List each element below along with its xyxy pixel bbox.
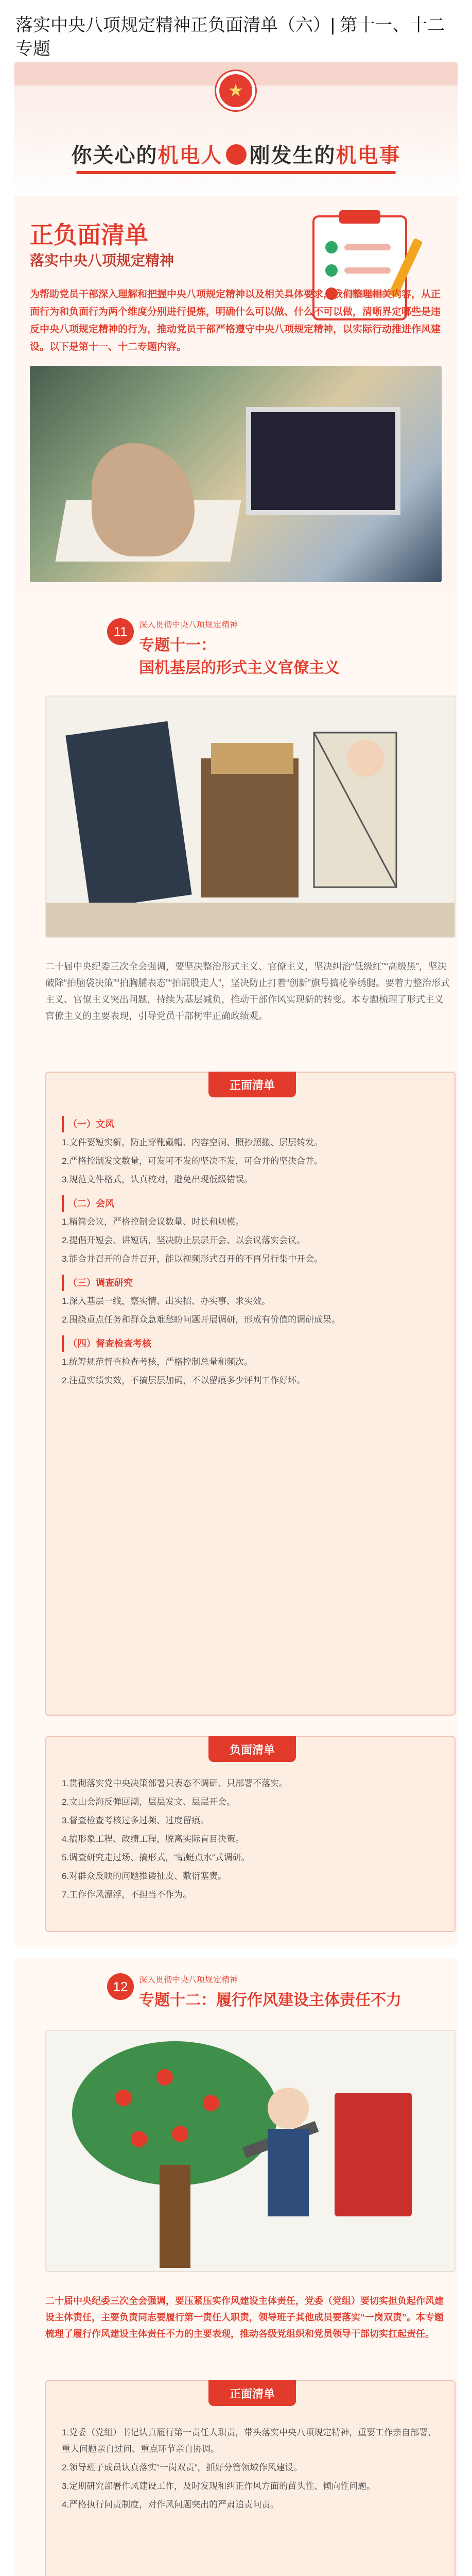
- star-icon: ★: [228, 81, 244, 100]
- topic-11-heading: [107, 618, 340, 676]
- positive-list-body: [62, 2422, 439, 2513]
- topic-11-section: [14, 598, 458, 1947]
- list-item: 1.贯彻落实党中央决策部署只表态不调研、只部署不落实。: [62, 1778, 288, 1788]
- topic-kicker: 深入贯彻中央八项规定精神: [139, 1976, 238, 1985]
- positive-list-tab: 正面清单: [208, 2380, 296, 2406]
- header-banner: [14, 62, 458, 196]
- topic-12-intro: [45, 2293, 452, 2342]
- list-item: 2.严格控制发文数量，可发可不发的坚决不发，可合并的坚决合并。: [62, 1156, 323, 1166]
- topic-number-badge: 11: [107, 618, 134, 645]
- positive-list-tab: 正面清单: [208, 1072, 296, 1097]
- topic-11-cartoon: [45, 696, 456, 938]
- negative-list-body: [62, 1773, 439, 1903]
- list-item: 2.围绕重点任务和群众急难愁盼问题开展调研，形成有价值的调研成果。: [62, 1315, 341, 1325]
- topic-12-cartoon: [45, 2030, 456, 2272]
- list-subheading: （二）会风: [62, 1195, 439, 1212]
- slogan-text: 你关心的: [71, 144, 158, 167]
- list-item: 3.督查检查考核过多过频、过度留痕。: [62, 1816, 209, 1825]
- list-subheading: （一）文风: [62, 1116, 439, 1132]
- list-item: 2.提倡开短会、讲短话，坚决防止层层开会、以会议落实会议。: [62, 1235, 306, 1245]
- list-subheading: （四）督查检查考核: [62, 1335, 439, 1352]
- list-item: 1.精简会议，严格控制会议数量、时长和规模。: [62, 1217, 244, 1227]
- negative-list-tab: 负面清单: [208, 1736, 296, 1762]
- negative-list-card: [45, 1736, 456, 1932]
- topic-12-section: [14, 1958, 458, 2576]
- topic-12-heading: [107, 1973, 401, 2020]
- banner-underline: [76, 171, 396, 174]
- positive-list-card: [45, 2380, 456, 2576]
- list-item: 1.党委（党组）书记认真履行第一责任人职责，带头落实中央八项规定精神，重要工作亲自部署、重大问题亲自过问、重点环节亲自协调。: [62, 2428, 437, 2454]
- positive-list-card: [45, 1072, 456, 1716]
- list-subheading: （三）调查研究: [62, 1275, 439, 1291]
- slogan-brand: 机电人: [158, 144, 223, 167]
- list-item: 3.规范文件格式，认真校对，避免出现低级错误。: [62, 1175, 253, 1184]
- list-item: 1.文件要短实新，防止穿靴戴帽、内容空洞、照抄照搬、层层转发。: [62, 1138, 323, 1147]
- topic-11-intro: 二十届中央纪委三次全会强调，要坚决整治形式主义、官僚主义，坚决纠治“低级红”“高级黑”，坚决破除“拍脑袋决策”“拍胸脯表态”“拍屁股走人”，坚决防止打着“创新”旗号搞花拳绣腿。要着力整治形式主义、官僚主义突出问题，持续为基层减负，推动干部作风实现新的转变。本专题梳理了形式主义官僚主义的主要表现，引导党员干部树牢正确政绩观。: [45, 961, 450, 1021]
- list-item: 1.深入基层一线，察实情、出实招、办实事、求实效。: [62, 1296, 271, 1306]
- list-item: 6.对群众反映的问题推诿扯皮、敷衍塞责。: [62, 1871, 227, 1881]
- list-item: 2.文山会海反弹回潮，层层发文、层层开会。: [62, 1797, 236, 1807]
- intro-section: [14, 196, 458, 598]
- intro-text: 为帮助党员干部深入理解和把握中央八项规定精神以及相关具体要求，我们整理相关内容，从正面行为和负面行为两个维度分别进行提炼，明确什么可以做、什么不可以做，清晰界定哪些是违反中央八项规定精神的行为，推动党员干部严格遵守中央八项规定精神，以实际行动推进作风建设。以下是第十一、十二专题内容。: [30, 289, 441, 352]
- slogan-divider-dot: [226, 144, 247, 165]
- banner-slogan: [14, 139, 458, 168]
- section-subheading: 落实中央八项规定精神: [30, 252, 174, 268]
- list-item: 4.严格执行问责制度，对作风问题突出的严肃追责问责。: [62, 2500, 279, 2510]
- laptop-screen: [246, 407, 400, 515]
- topic-12-intro-text: 二十届中央纪委三次全会强调，要压紧压实作风建设主体责任，党委（党组）要切实担负起作风建设主体责任，主要负责同志要履行第一责任人职责，领导班子其他成员要落实“一岗双责”。本专题梳理了履行作风建设主体责任不力的主要表现，推动各级党组织和党员领导干部切实扛起责任。: [45, 2296, 444, 2339]
- positive-list-body: [62, 1109, 439, 1389]
- list-item: 2.注重实绩实效，不搞层层加码，不以留痕多少评判工作好坏。: [62, 1376, 306, 1385]
- topic-kicker: 深入贯彻中央八项规定精神: [139, 621, 238, 630]
- topic-title: 专题十二：履行作风建设主体责任不力: [139, 1992, 401, 2009]
- topic-title-a: 专题十一：: [139, 637, 216, 654]
- slogan-text: 刚发生的: [249, 144, 336, 167]
- tree-cartoon-illustration: [46, 2031, 456, 2272]
- list-item: 7.工作作风漂浮，不担当不作为。: [62, 1890, 192, 1900]
- list-item: 2.领导班子成员认真落实“一岗双责”，抓好分管领域作风建设。: [62, 2463, 303, 2472]
- intro-paragraph: [30, 286, 442, 356]
- section-heading: 正负面清单: [30, 222, 148, 248]
- hand-shape: [92, 443, 195, 556]
- list-item: 3.能合并召开的合并召开，能以视频形式召开的不再另行集中开会。: [62, 1254, 323, 1264]
- slogan-highlight: 机电事: [336, 144, 401, 167]
- intro-photo: [30, 366, 442, 582]
- topic-title-b: 国机基层的形式主义官僚主义: [139, 659, 340, 676]
- list-item: 1.统筹规范督查检查考核，严格控制总量和频次。: [62, 1357, 253, 1367]
- topic-number-badge: 12: [107, 1973, 134, 2000]
- cartoon-illustration: [46, 697, 456, 938]
- article-title: 落实中央八项规定精神正负面清单（六）| 第十一、十二专题: [15, 15, 445, 59]
- list-item: 3.定期研究部署作风建设工作，及时发现和纠正作风方面的苗头性、倾向性问题。: [62, 2481, 376, 2491]
- list-item: 4.搞形象工程、政绩工程，脱离实际盲目决策。: [62, 1834, 244, 1844]
- list-item: 5.调查研究走过场、搞形式，“蜻蜓点水”式调研。: [62, 1853, 250, 1862]
